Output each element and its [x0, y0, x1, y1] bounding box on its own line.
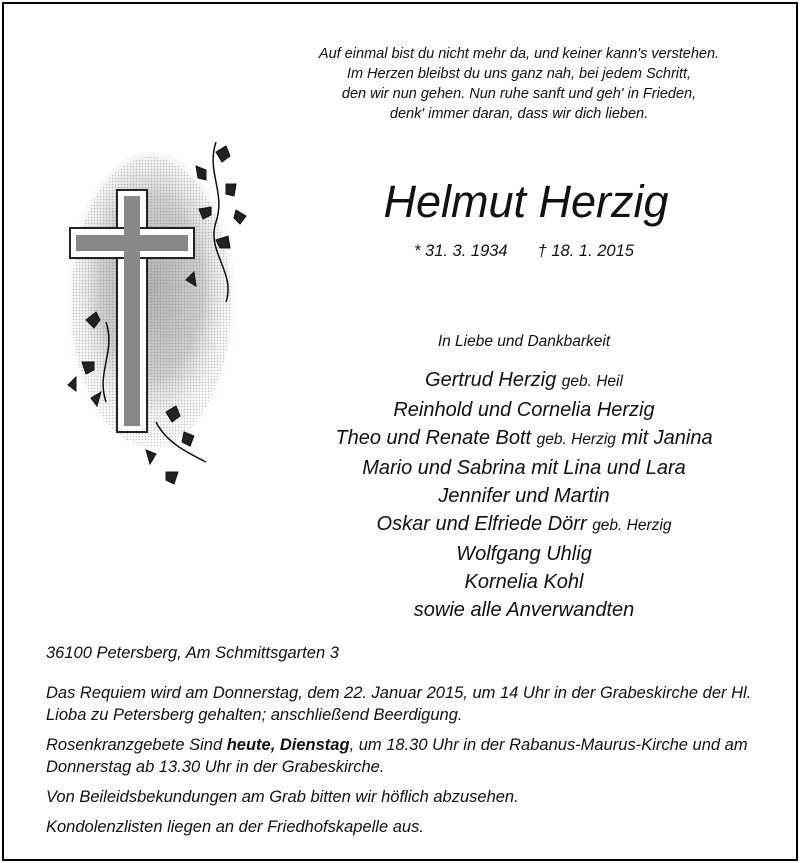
mourner-row: Wolfgang Uhlig — [456, 543, 592, 565]
deceased-name: Helmut Herzig — [383, 176, 669, 227]
mourner-row: Oskar und Elfriede Dörr geb. Herzig — [376, 513, 672, 535]
mourner-row: Kornelia Kohl — [464, 571, 584, 593]
mourner-row: Theo und Renate Bott geb. Herzig mit Janina — [335, 427, 713, 449]
mourner-row: sowie alle Anverwandten — [413, 599, 635, 621]
mourner-row: Gertrud Herzig geb. Heil — [425, 369, 623, 391]
family-address: 36100 Petersberg, Am Schmittsgarten 3 — [46, 644, 339, 662]
requiem-text: Das Requiem wird am Donnerstag, dem 22. Januar 2015, um 14 Uhr in der Grabeskirche der Hl. Lioba zu Petersberg gehalten; anschließend Beerdigung. — [46, 684, 752, 724]
funeral-information — [46, 682, 766, 846]
mourners-list — [234, 366, 800, 624]
verse-line: Im Herzen bleibst du uns ganz nah, bei jedem Schritt, — [346, 66, 692, 82]
memorial-verse — [254, 44, 784, 124]
death-date: † 18. 1. 2015 — [537, 242, 634, 260]
birth-date: * 31. 3. 1934 — [414, 242, 508, 260]
life-dates — [304, 240, 744, 262]
verse-line: Auf einmal bist du nicht mehr da, und keiner kann's verstehen. — [318, 46, 720, 62]
mourner-row: Reinhold und Cornelia Herzig — [393, 399, 655, 421]
verse-line: denk' immer daran, dass wir dich lieben. — [389, 106, 649, 122]
condolence-note: Von Beileidsbekundungen am Grab bitten wir höflich abzusehen. — [46, 788, 519, 806]
obituary-frame — [2, 2, 798, 861]
mourner-row: Jennifer und Martin — [438, 485, 610, 507]
mourner-row: Mario und Sabrina mit Lina und Lara — [362, 457, 686, 479]
verse-line: den wir nun gehen. Nun ruhe sanft und geh' in Frieden, — [341, 86, 697, 102]
dedication-line: In Liebe und Dankbarkeit — [437, 333, 611, 350]
condolence-lists-note: Kondolenzlisten liegen an der Friedhofskapelle aus. — [46, 818, 424, 836]
rosary-text: Rosenkranzgebete Sind heute, Dienstag, um 18.30 Uhr in der Rabanus-Maurus-Kirche und am Donnerstag ab 13.30 Uhr in der Grabeskirche. — [46, 736, 748, 776]
